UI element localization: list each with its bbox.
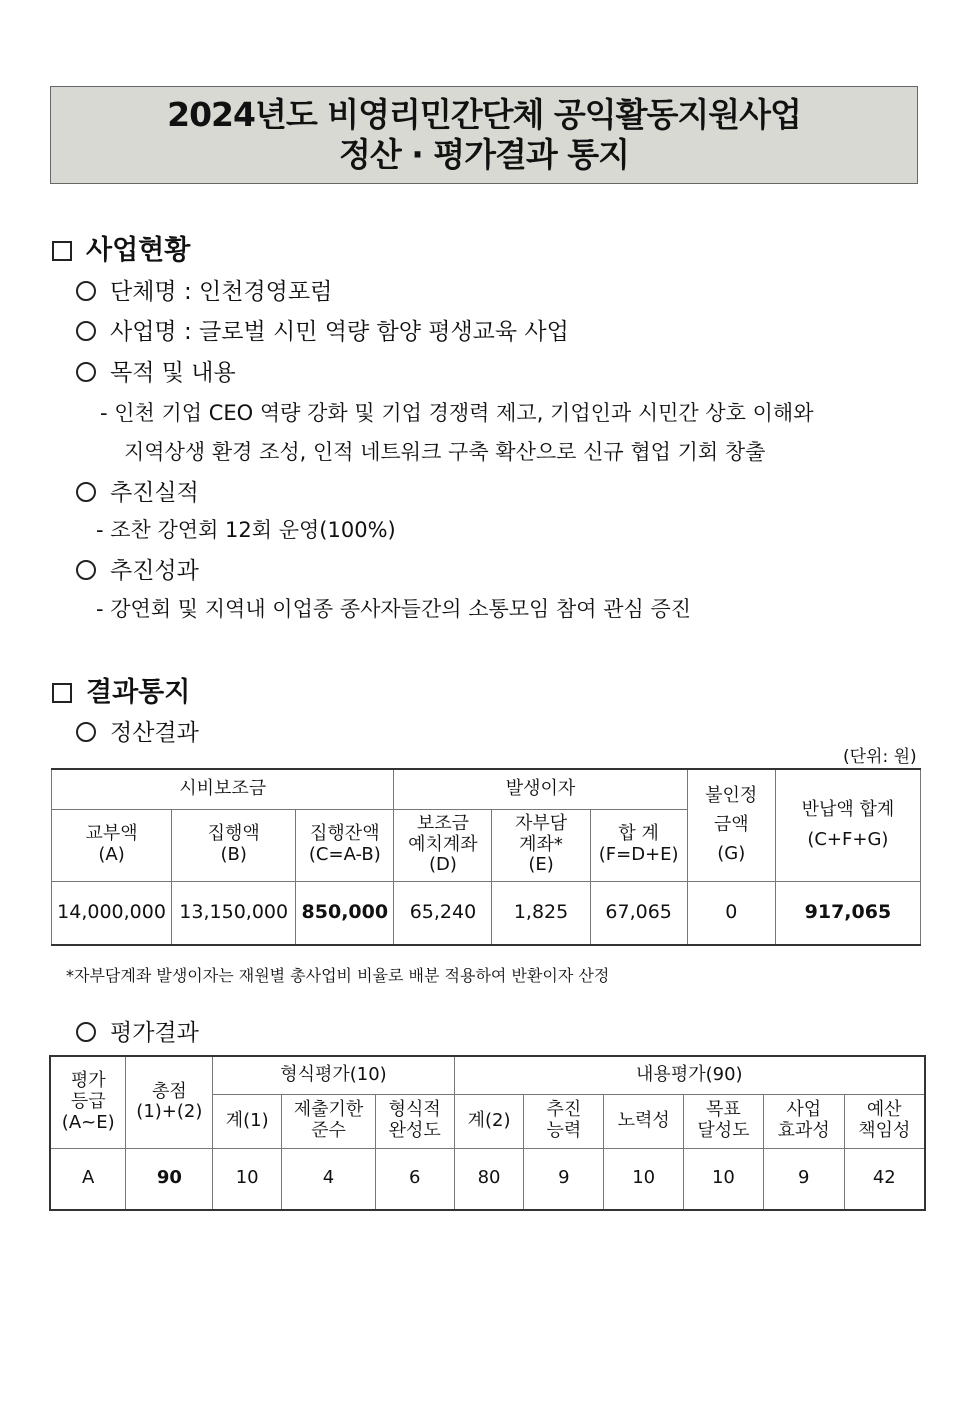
results-heading: 추진성과	[76, 552, 199, 585]
value-content-budget: 42	[844, 1148, 925, 1210]
value-content-effort: 10	[604, 1148, 684, 1210]
section-heading-business-status: 사업현황	[52, 228, 190, 267]
col-header-e: 자부담 계좌* (E)	[492, 809, 590, 881]
circle-bullet-icon	[76, 1022, 96, 1042]
content-col-effort: 노력성	[604, 1094, 684, 1148]
value-grade: A	[50, 1148, 126, 1210]
settlement-heading: 정산결과	[76, 714, 199, 747]
formal-eval-group-header: 형식평가(10)	[213, 1056, 454, 1094]
formal-col-completeness: 형식적 완성도	[375, 1094, 454, 1148]
value-content-capability: 9	[524, 1148, 604, 1210]
evaluation-heading: 평가결과	[76, 1014, 199, 1047]
value-formal-sum: 10	[213, 1148, 282, 1210]
formal-col-deadline: 제출기한 준수	[282, 1094, 376, 1148]
document-title-box	[50, 86, 918, 184]
content-col-capability: 추진 능력	[524, 1094, 604, 1148]
content-col-sum: 계(2)	[454, 1094, 524, 1148]
circle-bullet-icon	[76, 722, 96, 742]
value-content-sum: 80	[454, 1148, 524, 1210]
square-bullet-icon	[52, 683, 72, 703]
col-header-f: 합 계 (F=D+E)	[590, 809, 687, 881]
value-c: 850,000	[296, 881, 394, 945]
content-col-budget: 예산 책임성	[844, 1094, 925, 1148]
settlement-table	[51, 768, 921, 946]
subsidy-group-header: 시비보조금	[52, 769, 394, 809]
content-col-effectiveness: 사업 효과성	[763, 1094, 844, 1148]
document-title: 2024년도 비영리민간단체 공익활동지원사업	[167, 95, 801, 134]
org-name-line: 단체명 : 인천경영포럼	[76, 273, 332, 306]
circle-bullet-icon	[76, 281, 96, 301]
performance-heading: 추진실적	[76, 474, 199, 507]
purpose-line-1: - 인천 기업 CEO 역량 강화 및 기업 경쟁력 제고, 기업인과 시민간 상호 이해와	[100, 401, 814, 425]
results-line: - 강연회 및 지역내 이업종 종사자들간의 소통모임 참여 관심 증진	[96, 597, 692, 621]
circle-bullet-icon	[76, 482, 96, 502]
value-f: 67,065	[590, 881, 687, 945]
value-refund-total: 917,065	[775, 881, 920, 945]
unrecognized-header: 불인정 금액 (G)	[687, 769, 775, 881]
content-col-achievement: 목표 달성도	[684, 1094, 764, 1148]
section-heading-result-notice: 결과통지	[52, 670, 190, 709]
unit-label: (단위: 원)	[843, 747, 917, 767]
purpose-line-2: 지역상생 환경 조성, 인적 네트워크 구축 확산으로 신규 협업 기회 창출	[124, 440, 766, 464]
value-content-achievement: 10	[684, 1148, 764, 1210]
formal-col-sum: 계(1)	[213, 1094, 282, 1148]
value-b: 13,150,000	[172, 881, 296, 945]
circle-bullet-icon	[76, 362, 96, 382]
evaluation-table	[49, 1055, 926, 1211]
value-formal-deadline: 4	[282, 1148, 376, 1210]
square-bullet-icon	[52, 241, 72, 261]
col-header-b: 집행액 (B)	[172, 809, 296, 881]
grade-header: 평가 등급 (A~E)	[50, 1056, 126, 1148]
content-eval-group-header: 내용평가(90)	[454, 1056, 925, 1094]
col-header-d: 보조금 예치계좌 (D)	[394, 809, 492, 881]
value-formal-completeness: 6	[375, 1148, 454, 1210]
col-header-a: 교부액 (A)	[52, 809, 172, 881]
interest-group-header: 발생이자	[394, 769, 687, 809]
refund-total-header: 반납액 합계 (C+F+G)	[775, 769, 920, 881]
document-subtitle: 정산 · 평가결과 통지	[338, 135, 630, 174]
circle-bullet-icon	[76, 321, 96, 341]
value-g: 0	[687, 881, 775, 945]
value-a: 14,000,000	[52, 881, 172, 945]
footnote: *자부담계좌 발생이자는 재원별 총사업비 비율로 배분 적용하여 반환이자 산정	[66, 966, 610, 985]
circle-bullet-icon	[76, 560, 96, 580]
value-d: 65,240	[394, 881, 492, 945]
col-header-c: 집행잔액 (C=A-B)	[296, 809, 394, 881]
project-name-line: 사업명 : 글로벌 시민 역량 함양 평생교육 사업	[76, 313, 569, 346]
performance-line: - 조찬 강연회 12회 운영(100%)	[96, 518, 396, 542]
purpose-heading: 목적 및 내용	[76, 354, 236, 387]
total-score-header: 총점 (1)+(2)	[126, 1056, 213, 1148]
value-content-effectiveness: 9	[763, 1148, 844, 1210]
value-e: 1,825	[492, 881, 590, 945]
value-total-score: 90	[126, 1148, 213, 1210]
